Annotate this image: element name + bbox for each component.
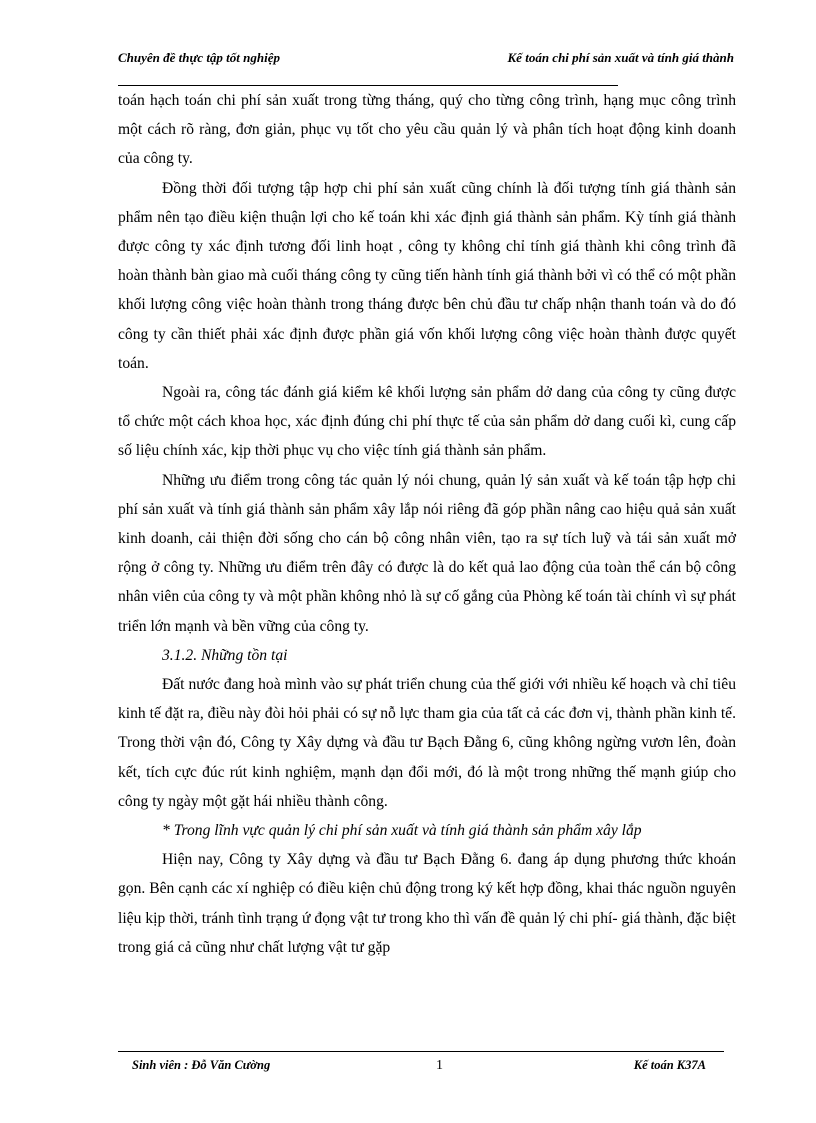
footer-student: Sinh viên : Đỗ Văn Cường xyxy=(132,1058,271,1072)
paragraph-2: Đồng thời đối tượng tập hợp chi phí sản xuất cũng chính là đối tượng tính giá thành sản phẩm nên tạo điều kiện thuận lợi cho kế toán khi xác định giá thành sản phẩm. Kỳ tính giá thành được công ty xác định tương đối linh hoạt , công ty không chỉ tính giá thành khi công trình đã hoàn thành bàn giao mà cuối tháng công ty cũng tiến hành tính giá thành bởi vì có thể có một phần khối lượng công việc hoàn thành trong tháng được bên chủ đầu tư chấp nhận thanh toán và do đó công ty cần thiết phải xác định được phần giá vốn khối lượng công việc hoàn thành được quyết toán. xyxy=(118,179,736,372)
paragraph-4: Những ưu điểm trong công tác quản lý nói chung, quản lý sản xuất và kế toán tập hợp chi phí sản xuất và tính giá thành sản phẩm xây lắp nói riêng đã góp phần nâng cao hiệu quả sản xuất kinh doanh, cải thiện đời sống cho cán bộ công nhân viên, tạo ra sự tích luỹ và tái sản xuất mở rộng ở công ty. Những ưu điểm trên đây có được là do kết quả lao động của toàn thể cán bộ công nhân viên của công ty và một phần không nhỏ là sự cố gắng của Phòng kế toán tài chính vì sự phát triển lớn mạnh và bền vững của công ty. xyxy=(118,471,736,635)
paragraph-1: toán hạch toán chi phí sản xuất trong từng tháng, quý cho từng công trình, hạng mục công trình một cách rõ ràng, đơn giản, phục vụ tốt cho yêu cầu quản lý và phân tích hoạt động kinh doanh của công ty. xyxy=(118,92,736,168)
paragraph-3: Ngoài ra, công tác đánh giá kiểm kê khối lượng sản phẩm dở dang của công ty cũng được tổ chức một cách khoa học, xác định đúng chi phí thực tế của sản phẩm dở dang cuối kì, cung cấp số liệu chính xác, kịp thời phục vụ cho việc tính giá thành sản phẩm. xyxy=(118,384,736,460)
page-number: 1 xyxy=(436,1058,443,1073)
footer-divider xyxy=(118,1051,724,1052)
header-title-right: Kế toán chi phí sản xuất và tính giá thành xyxy=(507,50,734,65)
paragraph-5: Đất nước đang hoà mình vào sự phát triển chung của thế giới với nhiều kế hoạch và chỉ tiêu kinh tế đặt ra, điều này đòi hỏi phải có sự nỗ lực tham gia của tất cả các đơn vị, thành phần kinh tế. Trong thời vận đó, Công ty Xây dựng và đầu tư Bạch Đằng 6, cũng không ngừng vươn lên, đoàn kết, tích cực đúc rút kinh nghiệm, mạnh dạn đổi mới, đó là một trong những thế mạnh giúp cho công ty ngày một gặt hái nhiều thành công. xyxy=(118,676,736,810)
sub-heading: * Trong lĩnh vực quản lý chi phí sản xuất và tính giá thành sản phẩm xây lắp xyxy=(162,822,642,840)
page-header xyxy=(118,50,734,70)
footer-class: Kế toán K37A xyxy=(633,1058,706,1072)
page-footer xyxy=(118,1058,724,1078)
document-body xyxy=(118,86,736,962)
paragraph-6: Hiện nay, Công ty Xây dựng và đầu tư Bạch Đằng 6. đang áp dụng phương thức khoán gọn. Bên cạnh các xí nghiệp có điều kiện chủ động trong ký kết hợp đồng, khai thác nguồn nguyên liệu kịp thời, tránh tình trạng ứ đọng vật tư trong kho thì vấn đề quản lý chi phí- giá thành, đặc biệt trong giá cả cũng như chất lượng vật tư gặp xyxy=(118,851,736,956)
header-title-left: Chuyên đề thực tập tốt nghiệp xyxy=(118,50,280,65)
section-heading: 3.1.2. Những tồn tại xyxy=(162,646,288,664)
